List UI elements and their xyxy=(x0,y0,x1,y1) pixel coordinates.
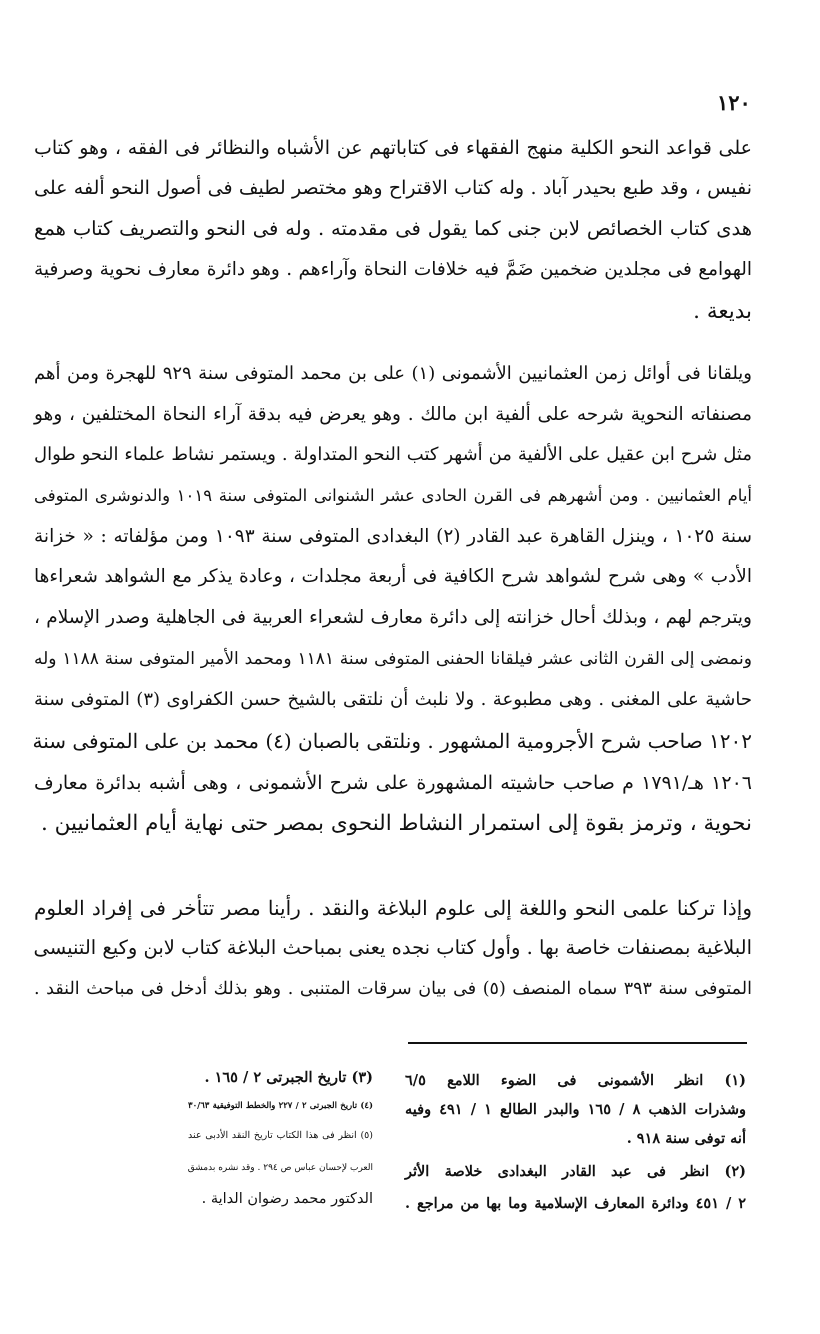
page-number: ١٢٠ xyxy=(717,90,751,115)
paragraph-line: الهوامع فى مجلدين ضخمين ضَمَّ فيه خلافات النحاة وآراءهم . وهو دائرة معارف نحوية وصرفية xyxy=(34,259,752,280)
footnote-line: وشذرات الذهب ٨ / ١٦٥ والبدر الطالع ١ / ٤٩١ وفيه xyxy=(405,1101,746,1118)
paragraph-line: سنة ١٠٢٥ ، وينزل القاهرة عبد القادر (٢) البغدادى المتوفى سنة ١٠٩٣ ومن مؤلفاته : « خزانة xyxy=(34,526,752,547)
paragraph-line: ويترجم لهم ، وبذلك أحال خزانته إلى دائرة معارف لشعراء العربية فى الجاهلية وصدر الإسلام ، xyxy=(34,607,752,628)
paragraph-line: ١٢٠٦ هـ/١٧٩١ م صاحب حاشيته المشهورة على شرح الأشمونى ، وهى أشبه بدائرة معارف xyxy=(34,772,752,794)
paragraph-line: بديعة . xyxy=(693,299,752,324)
footnote-divider xyxy=(408,1042,747,1044)
footnote-line: العرب لإحسان عباس ص ٢٩٤ . وقد نشره بدمشق xyxy=(187,1163,373,1173)
paragraph-line: هدى كتاب الخصائص لابن جنى كما يقول فى مقدمته . وله فى النحو والتصريف كتاب همع xyxy=(34,217,752,240)
paragraph-line: وإذا تركنا علمى النحو واللغة إلى علوم البلاغة والنقد . رأينا مصر تتأخر فى إفراد العلوم xyxy=(34,896,752,920)
paragraph-line: البلاغية بمصنفات خاصة بها . وأول كتاب نجده يعنى بمباحث البلاغة كتاب لابن وكيع التنيسى xyxy=(33,936,752,959)
footnote-line: (١) انظر الأشمونى فى الضوء اللامع ٦/٥ xyxy=(405,1072,746,1089)
paragraph-line: ونمضى إلى القرن الثانى عشر فيلقانا الحفنى المتوفى سنة ١١٨١ ومحمد الأمير المتوفى سنة ١١٨٨ وله xyxy=(34,649,752,669)
paragraph-line: الأدب » وهى شرح لشواهد شرح الكافية فى أربعة مجلدات ، وعادة يذكر مع الشواهد شعراءها xyxy=(34,566,752,587)
footnote-line: (٣) تاريخ الجبرتى ٢ / ١٦٥ . xyxy=(204,1069,373,1086)
footnote-line: الدكتور محمد رضوان الداية . xyxy=(201,1191,373,1207)
paragraph-line: المتوفى سنة ٣٩٣ سماه المنصف (٥) فى بيان سرقات المتنبى . وهو بذلك أدخل فى مباحث النقد . xyxy=(34,979,752,999)
footnote-line: ٢ / ٤٥١ ودائرة المعارف الإسلامية وما بها من مراجع . xyxy=(405,1195,746,1212)
footnote-line: (٢) انظر فى عبد القادر البغدادى خلاصة الأثر xyxy=(405,1163,746,1180)
paragraph-line: مثل شرح ابن عقيل على الألفية من أشهر كتب النحو المتداولة . ويستمر نشاط علماء النحو طوال xyxy=(34,444,752,465)
footnote-line: (٥) انظر فى هذا الكتاب تاريخ النقد الأدبى عند xyxy=(188,1130,373,1141)
paragraph-line: مصنفاته النحوية شرحه على ألفية ابن مالك . وهو يعرض فيه بدقة آراء النحاة المختلفين ، وهو xyxy=(34,404,752,425)
paragraph-line: أيام العثمانيين . ومن أشهرهم فى القرن الحادى عشر الشنوانى المتوفى سنة ١٠١٩ والدنوشرى المتوفى xyxy=(34,486,752,505)
footnote-line: (٤) تاريخ الجبرتى ٢ / ٢٢٧ والخطط التوفيقية ٣٠/٦٣ xyxy=(188,1101,373,1111)
footnote-line: أنه توفى سنة ٩١٨ . xyxy=(626,1130,746,1147)
paragraph-line: نحوية ، وترمز بقوة إلى استمرار النشاط النحوى بمصر حتى نهاية أيام العثمانيين . xyxy=(40,811,752,836)
paragraph-line: ١٢٠٢ صاحب شرح الأجرومية المشهور . ونلتقى بالصبان (٤) محمد بن على المتوفى سنة xyxy=(32,729,752,753)
paragraph-line: حاشية على المغنى . وهى مطبوعة . ولا نلبث أن نلتقى بالشيخ حسن الكفراوى (٣) المتوفى سنة xyxy=(34,689,752,710)
paragraph-line: نفيس ، وقد طبع بحيدر آباد . وله كتاب الاقتراح وهو مختصر لطيف فى أصول النحو ألفه على xyxy=(34,177,752,199)
paragraph-line: على قواعد النحو الكلية منهج الفقهاء فى كتاباتهم عن الأشباه والنظائر فى الفقه ، وهو كتاب xyxy=(34,137,752,159)
paragraph-line: ويلقانا فى أوائل زمن العثمانيين الأشمونى (١) على بن محمد المتوفى سنة ٩٢٩ للهجرة ومن أهم xyxy=(34,363,752,384)
